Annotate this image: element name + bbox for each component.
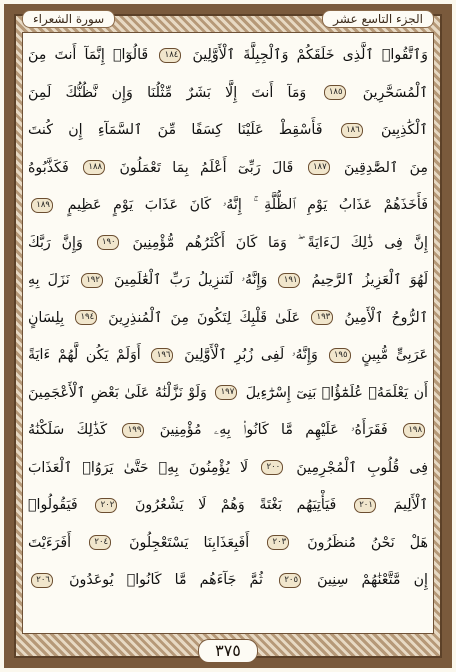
verse-text: عَلَىٰ قَلْبِكَ لِتَكُونَ مِنَ ٱلْمُنذِرِينَ — [108, 309, 301, 326]
surah-label: سورة الشعراء — [22, 10, 115, 28]
verse-end-marker: ١٩١ — [278, 273, 300, 288]
verse-line — [28, 565, 428, 595]
verse-end-marker: ١٩٣ — [311, 310, 333, 325]
verse-text: مِنَ ٱلصَّٰدِقِينَ — [344, 159, 428, 176]
verse-end-marker: ١٨٦ — [341, 123, 363, 138]
verse-text: إِن مَّتَّعْنَٰهُمْ سِنِينَ — [317, 572, 428, 588]
verse-end-marker: ٢٠٤ — [89, 535, 111, 550]
verse-end-marker: ٢٠٦ — [31, 573, 53, 588]
verse-text: لَهُوَ ٱلْعَزِيزُ ٱلرَّحِيمُ — [311, 272, 428, 288]
verse-text: نَزَلَ بِهِ — [28, 272, 70, 288]
verse-end-marker: ١٩٠ — [97, 235, 119, 250]
verse-text: فَكَذَّبُوهُ — [28, 159, 69, 176]
verse-end-marker: ١٩٨ — [403, 423, 425, 438]
verse-end-marker: ٢٠٠ — [261, 460, 283, 475]
verse-text: قَالَ رَبِّىٓ أَعْلَمُ بِمَا تَعْمَلُونَ — [119, 159, 294, 176]
verse-end-marker: ٢٠٥ — [279, 573, 301, 588]
verse-end-marker: ١٩٢ — [81, 273, 103, 288]
verse-text: وَمَآ أَنتَ إِلَّا بَشَرٌ مِّثْلُنَا وَإِن نَّظُنُّكَ لَمِنَ — [28, 84, 307, 101]
verse-line — [28, 40, 428, 70]
verse-line — [28, 340, 428, 370]
verse-end-marker: ٢٠٣ — [267, 535, 289, 550]
verse-line — [28, 415, 428, 445]
verse-text: فَيَأْتِيَهُم بَغْتَةً وَهُمْ لَا يَشْعُرُونَ — [135, 497, 337, 513]
verse-end-marker: ١٨٨ — [83, 160, 105, 175]
verse-end-marker: ١٩٥ — [329, 348, 351, 363]
verse-text: وَلَوْ نَزَّلْنَٰهُ عَلَىٰ بَعْضِ ٱلْأَعْجَمِينَ — [28, 384, 207, 401]
verse-text: ٱلْكَٰذِبِينَ — [381, 122, 428, 138]
verse-line — [28, 115, 428, 145]
verse-end-marker: ١٩٩ — [122, 423, 144, 438]
verse-text: فَأَسْقِطْ عَلَيْنَا كِسَفًا مِّنَ ٱلسَّمَآءِ إِن كُنتَ — [28, 122, 323, 138]
verse-text: أَن يَعْلَمَهُۥ عُلَمَٰٓؤُا۟ بَنِىٓ إِسْرَٰٓءِيلَ — [245, 384, 428, 401]
verse-text: وَإِنَّ رَبَّكَ — [28, 234, 83, 251]
page-header — [22, 8, 434, 30]
page-number: ٣٧٥ — [198, 639, 258, 663]
verse-text: أَفَرَءَيْتَ — [28, 534, 72, 551]
verse-end-marker: ٢٠١ — [354, 498, 376, 513]
page-footer — [0, 638, 456, 664]
verse-line — [28, 265, 428, 295]
verse-end-marker: ٢٠٢ — [95, 498, 117, 513]
verse-text: لَا يُؤْمِنُونَ بِهِۦ حَتَّىٰ يَرَوُا۟ ٱلْعَذَابَ — [28, 459, 249, 476]
verse-end-marker: ١٨٧ — [308, 160, 330, 175]
verse-text: ثُمَّ جَآءَهُم مَّا كَانُوا۟ يُوعَدُونَ — [69, 572, 263, 588]
verse-text: إِنَّ فِى ذَٰلِكَ لَءَايَةً ۖ وَمَا كَانَ أَكْثَرُهُم مُّؤْمِنِينَ — [132, 234, 428, 251]
verse-lines — [28, 40, 428, 595]
verse-end-marker: ١٨٤ — [159, 48, 181, 63]
verse-line — [28, 153, 428, 183]
verse-text: وَإِنَّهُۥ لَتَنزِيلُ رَبِّ ٱلْعَٰلَمِينَ — [114, 272, 268, 288]
verse-end-marker: ١٩٧ — [215, 385, 237, 400]
verse-text: هَلْ نَحْنُ مُنظَرُونَ — [307, 534, 428, 551]
verse-text: ٱلْأَلِيمَ — [393, 497, 428, 513]
verse-line — [28, 453, 428, 483]
verse-end-marker: ١٩٦ — [151, 348, 173, 363]
verse-line — [28, 528, 428, 558]
verse-text: قَالُوٓا۟ إِنَّمَآ أَنتَ مِنَ — [28, 47, 149, 63]
verse-line — [28, 490, 428, 520]
verse-text: وَإِنَّهُۥ لَفِى زُبُرِ ٱلْأَوَّلِينَ — [184, 347, 318, 363]
verse-line — [28, 78, 428, 108]
verse-text: بِلِسَانٍ — [28, 309, 65, 326]
verse-text: وَٱتَّقُوا۟ ٱلَّذِى خَلَقَكُمْ وَٱلْجِبِلَّةَ ٱلْأَوَّلِينَ — [192, 47, 428, 63]
verse-text: فَقَرَأَهُۥ عَلَيْهِم مَّا كَانُوا۟ بِهِۦ مُؤْمِنِينَ — [159, 422, 388, 438]
verse-text: ٱلْمُسَحَّرِينَ — [362, 84, 428, 101]
verse-end-marker: ١٨٥ — [324, 85, 346, 100]
verse-line — [28, 303, 428, 333]
verse-text: فَيَقُولُوا۟ — [28, 497, 78, 513]
verse-text: فَأَخَذَهُمْ عَذَابُ يَوْمِ ٱلظُّلَّةِ ۚ إِنَّهُۥ كَانَ عَذَابَ يَوْمٍ عَظِيمٍ — [67, 197, 428, 213]
verse-text: فِى قُلُوبِ ٱلْمُجْرِمِينَ — [296, 459, 428, 476]
verse-end-marker: ١٨٩ — [31, 198, 53, 213]
verse-text: أَفَبِعَذَابِنَا يَسْتَعْجِلُونَ — [129, 534, 250, 551]
verse-line — [28, 228, 428, 258]
verse-line — [28, 378, 428, 408]
verse-line — [28, 190, 428, 220]
juz-label: الجزء التاسع عشر — [322, 10, 434, 28]
verse-text: ٱلرُّوحُ ٱلْأَمِينُ — [344, 309, 428, 326]
verse-text: كَذَٰلِكَ سَلَكْنَٰهُ — [28, 422, 108, 438]
verse-end-marker: ١٩٤ — [75, 310, 97, 325]
verse-text: أَوَلَمْ يَكُن لَّهُمْ ءَايَةً — [28, 347, 141, 363]
verse-text: عَرَبِىٍّ مُّبِينٍ — [361, 347, 428, 363]
